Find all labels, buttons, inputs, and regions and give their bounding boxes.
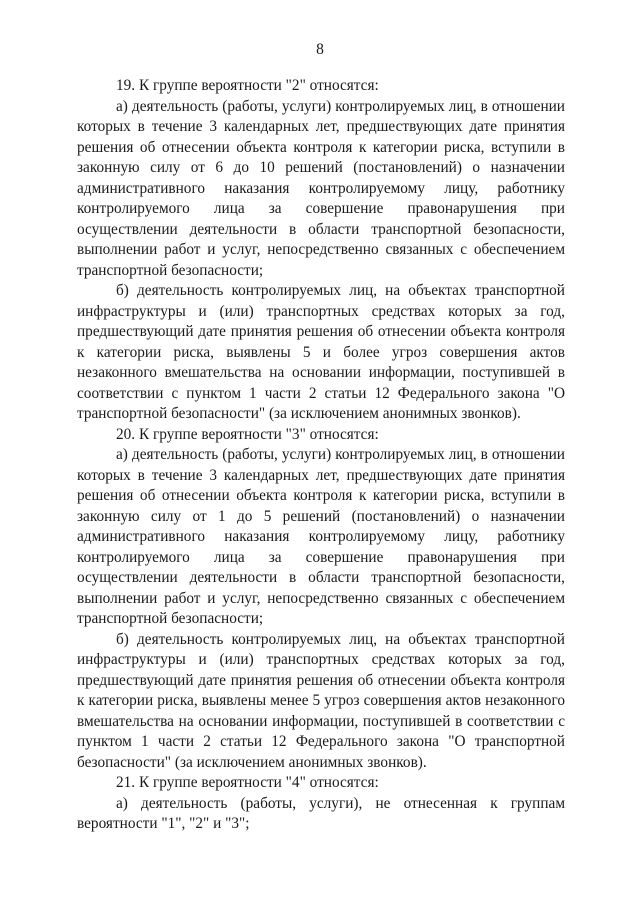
clause-19-item-b: б) деятельность контролируемых лиц, на объектах транспортной инфраструктуры и (или) транспортных средствах которых за год, предшествующий дате принятия решения об отнесении объекта контроля к категории риска, выявлены 5 и более угроз совершения актов незаконного вмешательства на основании информации, поступившей в соответствии с пунктом 1 части 2 статьи 12 Федерального закона "О транспортной безопасности" (за исключением анонимных звонков).: [77, 282, 565, 422]
clause-20-item-b: б) деятельность контролируемых лиц, на объектах транспортной инфраструктуры и (или) транспортных средствах которых за год, предшествующий дате принятия решения об отнесении объекта контроля к категории риска, выявлены менее 5 угроз совершения актов незаконного вмешательства на основании информации, поступившей в соответствии с пунктом 1 части 2 статьи 12 Федерального закона "О транспортной безопасности" (за исключением анонимных звонков).: [77, 630, 565, 771]
clause-20-heading: 20. К группе вероятности "3" относятся:: [116, 425, 379, 443]
page-number: 8: [316, 41, 324, 58]
clause-19-heading: 19. К группе вероятности "2" относятся:: [116, 77, 379, 94]
document-body: [77, 76, 565, 835]
clause-20-item-a: а) деятельность (работы, услуги) контролируемых лиц, в отношении которых в течение 3 календарных лет, предшествующих дате принятия решения об отнесении объекта контроля к категории риска, вступили в законную силу от 1 до 5 решений (постановлений) о назначении административного наказания контролируемому лицу, работнику контролируемого лица за совершение правонарушения при осуществлении деятельности в области транспортной безопасности, выполнении работ и услуг, непосредственно связанных с обеспечением транспортной безопасности;: [77, 446, 565, 627]
clause-21-heading: 21. К группе вероятности "4" относятся:: [116, 774, 379, 791]
clause-19-item-a: а) деятельность (работы, услуги) контролируемых лиц, в отношении которых в течение 3 календарных лет, предшествующих дате принятия решения об отнесении объекта контроля к категории риска, вступили в законную силу от 6 до 10 решений (постановлений) о назначении административного наказания контролируемому лицу, работнику контролируемого лица за совершение правонарушения при осуществлении деятельности в области транспортной безопасности, выполнении работ и услуг, непосредственно связанных с обеспечением транспортной безопасности;: [77, 97, 565, 279]
clause-21-item-a: а) деятельность (работы, услуги), не отнесенная к группам вероятности "1", "2" и "3";: [77, 794, 565, 832]
